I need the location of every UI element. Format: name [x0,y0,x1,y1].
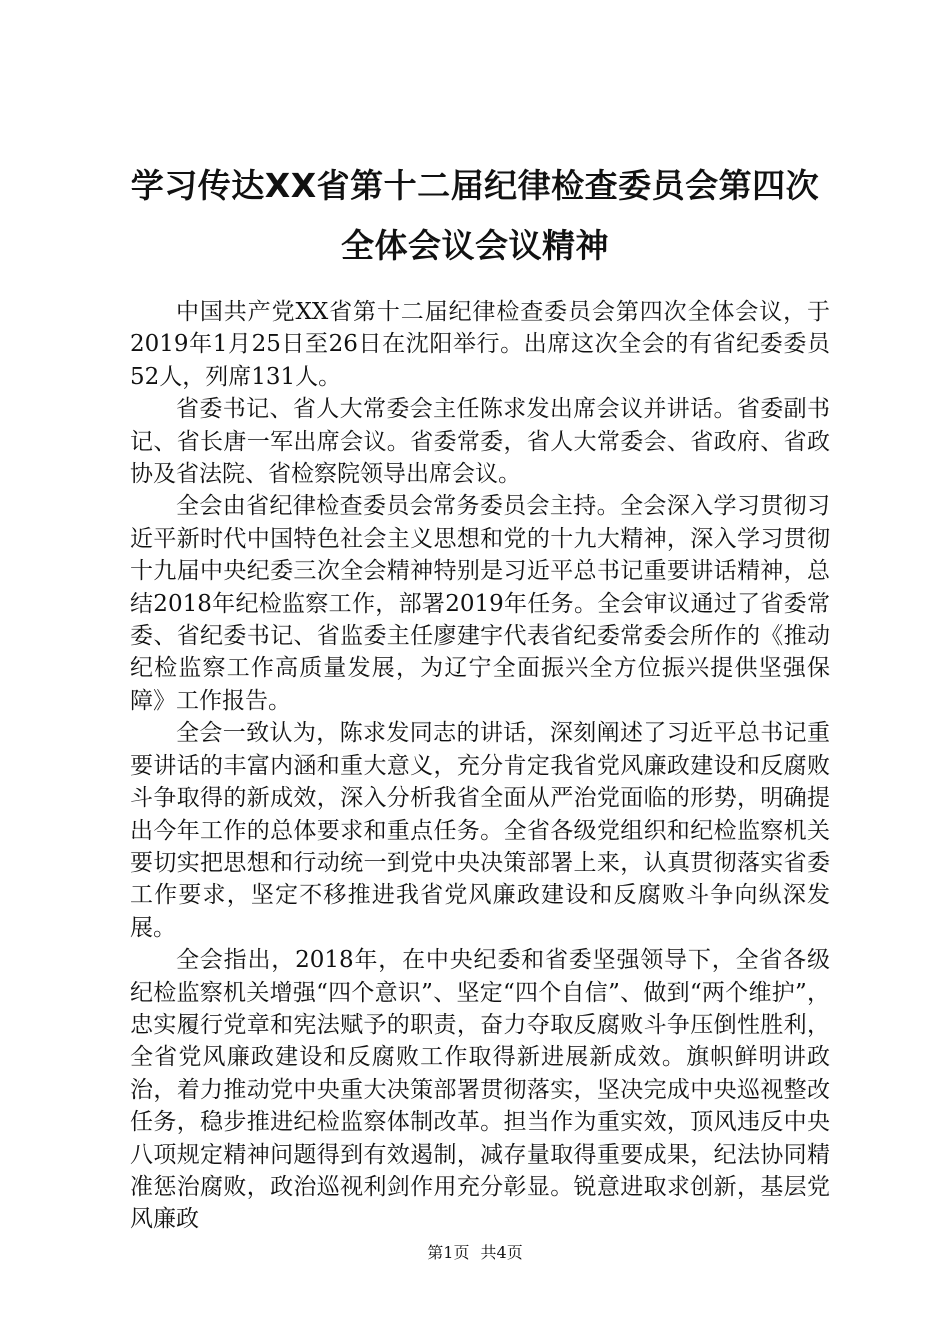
paragraph-1: 中国共产党XX省第十二届纪律检查委员会第四次全体会议，于2019年1月25日至26日在沈阳举行。出席这次全会的有省纪委委员52人，列席131人。 [130,299,830,390]
page-number: 第1页 [427,1243,470,1262]
paragraph-2: 省委书记、省人大常委会主任陈求发出席会议并讲话。省委副书记、省长唐一军出席会议。省委常委，省人大常委会、省政府、省政协及省法院、省检察院领导出席会议。 [130,396,830,488]
paragraph-3: 全会由省纪律检查委员会常务委员会主持。全会深入学习贯彻习近平新时代中国特色社会主义思想和党的十九大精神，深入学习贯彻十九届中央纪委三次全会精神特别是习近平总书记重要讲话精神，总结2018年纪检监察工作，部署2019年任务。全会审议通过了省委常委、省纪委书记、省监委主任廖建宇代表省纪委常委会所作的《推动纪检监察工作高质量发展，为辽宁全面振兴全方位振兴提供坚强保障》工作报告。 [130,493,830,714]
document-body [130,296,830,1236]
page-total: 共4页 [480,1243,523,1262]
paragraph-5: 全会指出，2018年，在中央纪委和省委坚强领导下，全省各级纪检监察机关增强“四个意识”、坚定“四个自信”、做到“两个维护”，忠实履行党章和宪法赋予的职责，奋力夺取反腐败斗争压倒性胜利，全省党风廉政建设和反腐败工作取得新进展新成效。旗帜鲜明讲政治，着力推动党中央重大决策部署贯彻落实，坚决完成中央巡视整改任务，稳步推进纪检监察体制改革。担当作为重实效，顶风违反中央八项规定精神问题得到有效遏制，减存量取得重要成果，纪法协同精准惩治腐败，政治巡视利剑作用充分彰显。锐意进取求创新，基层党风廉政 [130,947,830,1233]
document-title: 学习传达XX省第十二届纪律检查委员会第四次全体会议会议精神 [130,166,820,265]
page-footer [0,1243,950,1263]
paragraph-4: 全会一致认为，陈求发同志的讲话，深刻阐述了习近平总书记重要讲话的丰富内涵和重大意义，充分肯定我省党风廉政建设和反腐败斗争取得的新成效，深入分析我省全面从严治党面临的形势，明确提出今年工作的总体要求和重点任务。全省各级党组织和纪检监察机关要切实把思想和行动统一到党中央决策部署上来，认真贯彻落实省委工作要求，坚定不移推进我省党风廉政建设和反腐败斗争向纵深发展。 [130,720,830,941]
